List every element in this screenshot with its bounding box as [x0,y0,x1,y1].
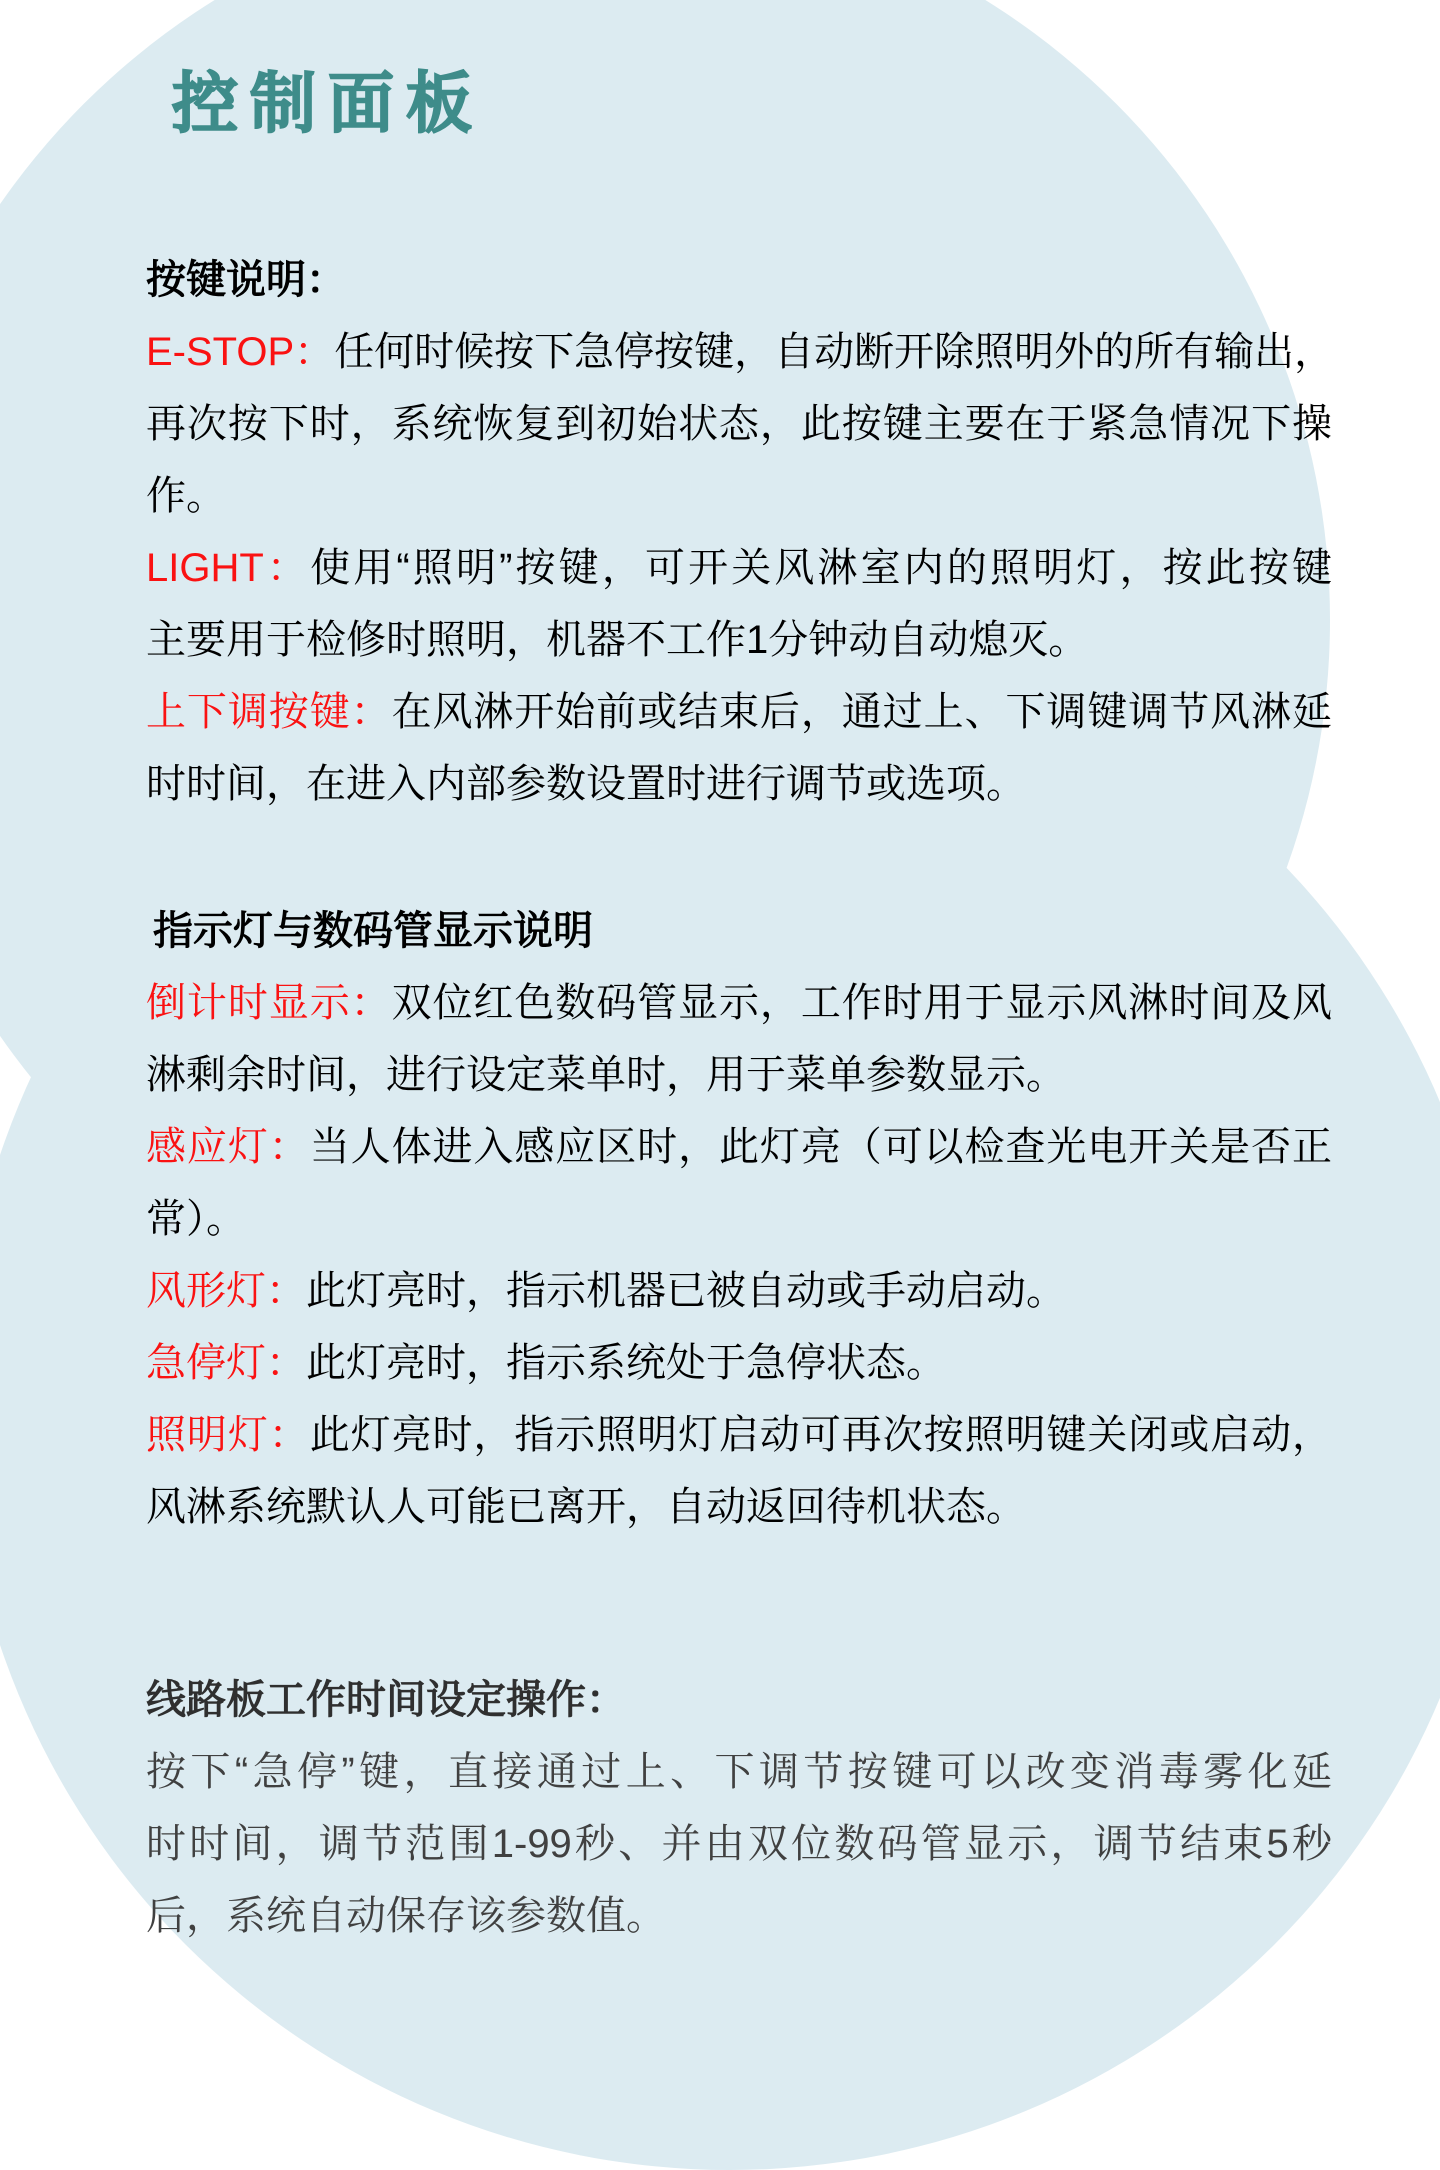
item-label-buttons-0: E-STOP： [146,330,335,374]
text-line-indicators-2-0: 风形灯：此灯亮时，指示机器已被自动或手动启动。 [146,1269,1066,1313]
text-line-indicators-4-0: 照明灯：此灯亮时，指示照明灯启动可再次按照明键关闭或启动， [146,1413,1333,1457]
text-line-buttons-1-0: LIGHT：使用“照明”按键，可开关风淋室内的照明灯，按此按键 [146,546,1333,590]
text-line-buttons-2-1: 时时间，在进入内部参数设置时进行调节或选项。 [146,762,1026,806]
text-line-indicators-1-0: 感应灯：当人体进入感应区时，此灯亮（可以检查光电开关是否正 [146,1125,1333,1169]
item-label-indicators-4: 照明灯： [146,1413,310,1457]
text-line-buttons-0-2: 作。 [146,474,226,518]
section-buttons [146,244,1335,820]
text-line-indicators-0-0: 倒计时显示：双位红色数码管显示，工作时用于显示风淋时间及风 [146,981,1333,1025]
section-indicators [146,895,1332,1543]
item-label-buttons-1: LIGHT： [146,546,311,590]
section-header-board-setting: 线路板工作时间设定操作： [146,1678,626,1722]
text-line-buttons-0-0: E-STOP：任何时候按下急停按键，自动断开除照明外的所有输出， [146,330,1335,374]
item-label-indicators-2: 风形灯： [146,1269,306,1313]
text-line-indicators-3-0: 急停灯：此灯亮时，指示系统处于急停状态。 [146,1341,946,1385]
section-header-buttons: 按键说明： [146,258,346,302]
item-label-indicators-3: 急停灯： [146,1341,306,1385]
text-line-board-setting-0-2: 后，系统自动保存该参数值。 [146,1894,666,1938]
page-title: 控制面板 [172,66,484,140]
section-header-indicators: 指示灯与数码管显示说明 [153,909,593,953]
section-board-setting [146,1664,1332,1952]
item-label-indicators-1: 感应灯： [146,1125,310,1169]
text-line-board-setting-0-0: 按下“急停”键，直接通过上、下调节按键可以改变消毒雾化延 [146,1750,1332,1794]
text-line-buttons-0-1: 再次按下时，系统恢复到初始状态，此按键主要在于紧急情况下操 [146,402,1332,446]
text-line-indicators-4-1: 风淋系统默认人可能已离开，自动返回待机状态。 [146,1485,1026,1529]
text-line-buttons-2-0: 上下调按键：在风淋开始前或结束后，通过上、下调键调节风淋延 [146,690,1333,734]
item-label-buttons-2: 上下调按键： [146,690,392,734]
text-line-board-setting-0-1: 时时间，调节范围1-99秒、并由双位数码管显示，调节结束5秒 [146,1822,1332,1866]
text-line-indicators-0-1: 淋剩余时间，进行设定菜单时，用于菜单参数显示。 [146,1053,1066,1097]
text-line-indicators-1-1: 常）。 [146,1197,246,1241]
item-label-indicators-0: 倒计时显示： [146,981,392,1025]
text-line-buttons-1-1: 主要用于检修时照明，机器不工作1分钟动自动熄灭。 [146,618,1089,662]
